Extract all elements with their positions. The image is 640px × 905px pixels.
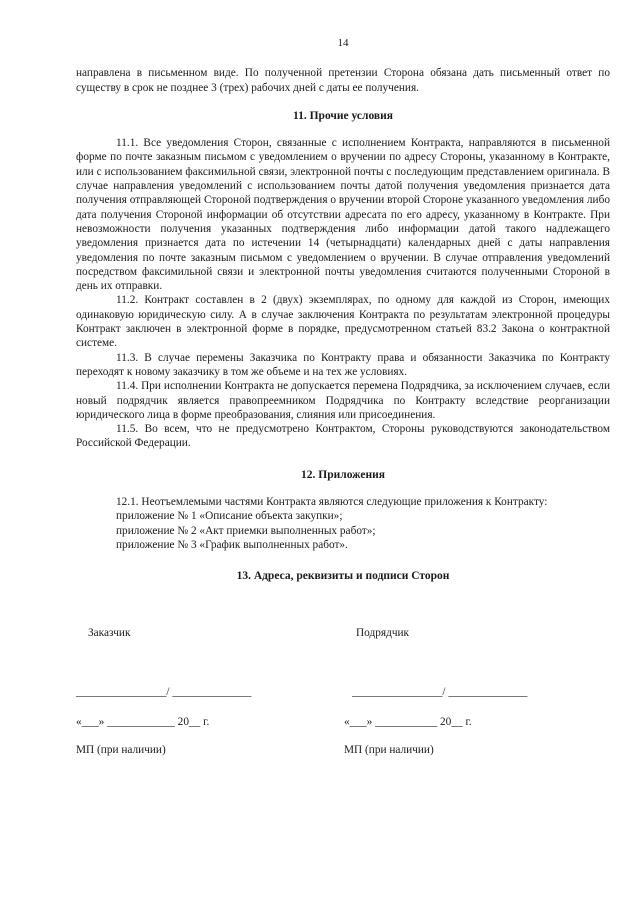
contractor-stamp: МП (при наличии) — [344, 744, 434, 756]
clause-11-4: 11.4. При исполнении Контракта не допускается перемена Подрядчика, за исключением случаев, если новый подрядчик является правопреемником Подрядчика по Контракту вследствие реорганизации юридического лица в форме преобразования, слияния или присоединения. — [76, 380, 610, 421]
appendix-item: приложение № 2 «Акт приемки выполненных работ»; — [116, 524, 376, 537]
contractor-label: Подрядчик — [356, 627, 410, 639]
appendix-item: приложение № 3 «График выполненных работ». — [116, 538, 348, 551]
customer-stamp: МП (при наличии) — [76, 744, 166, 756]
customer-signature-line: ________________/ ______________ — [76, 686, 252, 698]
appendix-lead: 12.1. Неотъемлемыми частями Контракта являются следующие приложения к Контракту: — [116, 496, 548, 509]
section-11-title: 11. Прочие условия — [293, 109, 393, 122]
section-13-title: 13. Адреса, реквизиты и подписи Сторон — [236, 570, 450, 583]
contractor-signature-line: ________________/ ______________ — [352, 686, 528, 698]
appendix-item: приложение № 1 «Описание объекта закупки»; — [116, 510, 343, 523]
clause-11-2: 11.2. Контракт составлен в 2 (двух) экземплярах, по одному для каждой из Сторон, имеющих одинаковую юридическую силу. А в случае заключения Контракта по результатам электронной процедуры Контракт заключен в электронной форме в порядке, предусмотренном статьей 83.2 Закона о контрактной системе. — [76, 294, 610, 350]
clause-11-1: 11.1. Все уведомления Сторон, связанные с исполнением Контракта, направляются в письменной форме по почте заказным письмом с уведомлением о вручении по адресу Стороны, указанному в Контракте, или с использованием факсимильной связи, электронной почты с последующим представлением оригинала. В случае направления уведомлений с использованием почты датой получения уведомления признается дата получения отправляющей Стороной подтверждения о вручении второй Стороне указанного уведомления либо дата получения Стороной информации об отсутствии адресата по его адресу, указанному в Контракте. При невозможности получения указанных подтверждения либо информации датой такого надлежащего уведомления признается дата по истечении 14 (четырнадцати) календарных дней с даты направления уведомления по почте заказным письмом с уведомлением о вручении. В случае отправления уведомлений посредством факсимильной связи и электронной почты уведомления считаются полученными Стороной в день их отправки. — [76, 137, 610, 293]
document-page — [76, 36, 610, 597]
customer-label: Заказчик — [88, 627, 131, 639]
page-number: 14 — [337, 37, 349, 49]
customer-date-line: «___» ____________ 20__ г. — [76, 716, 210, 728]
contractor-date-line: «___» ___________ 20__ г. — [344, 716, 472, 728]
intro-paragraph: направлена в письменном виде. По полученной претензии Сторона обязана дать письменный ответ по существу в срок не позднее 3 (трех) рабочих дней с даты ее получения. — [76, 67, 610, 94]
clause-11-5: 11.5. Во всем, что не предусмотрено Контрактом, Стороны руководствуются законодательством Российской Федерации. — [76, 423, 610, 450]
section-12-title: 12. Приложения — [301, 468, 385, 481]
appendix-list — [76, 495, 610, 552]
clause-11-3: 11.3. В случае перемены Заказчика по Контракту права и обязанности Заказчика по Контракту переходят к новому заказчику в том же объеме и на тех же условиях. — [76, 351, 610, 378]
